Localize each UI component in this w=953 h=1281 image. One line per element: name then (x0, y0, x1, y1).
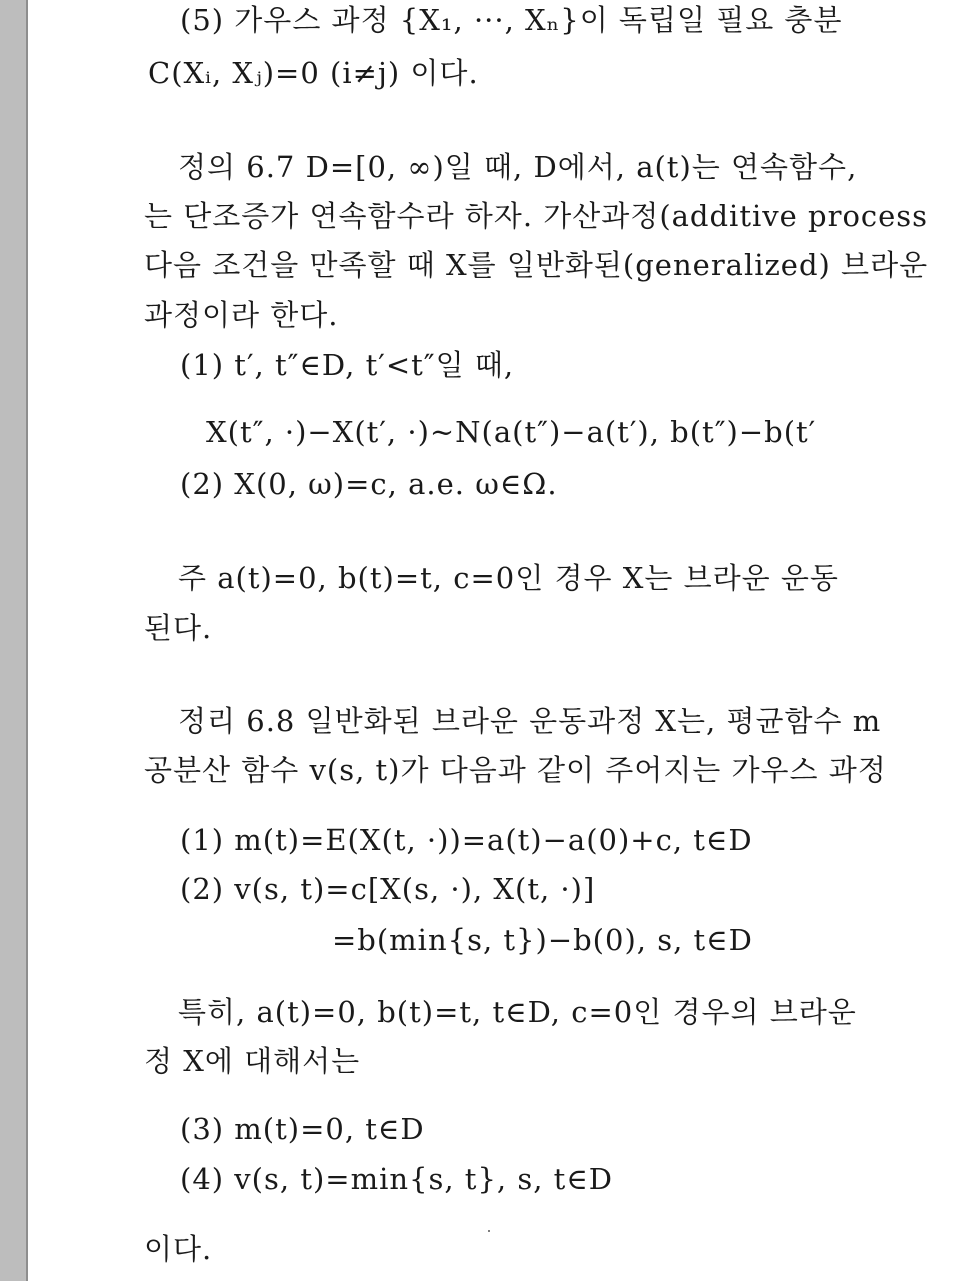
text-line-4: 는 단조증가 연속함수라 하자. 가산과정(additive process (144, 199, 929, 233)
text-line-13: 공분산 함수 v(s, t)가 다음과 같이 주어지는 가우스 과정 (144, 753, 887, 787)
scan-speck (488, 1230, 490, 1232)
theorem-item-1: (1) m(t)=E(X(t, ·))=a(t)−a(0)+c, t∈D (180, 823, 753, 857)
definition-6-7-heading: 정의 6.7 D=[0, ∞)일 때, D에서, a(t)는 연속함수, (178, 150, 858, 184)
scan-left-margin (0, 0, 28, 1281)
text-line-2: C(Xᵢ, Xⱼ)=0 (i≠j) 이다. (148, 56, 479, 90)
text-line-17: 특히, a(t)=0, b(t)=t, t∈D, c=0인 경우의 브라운 (178, 995, 857, 1029)
theorem-item-4: (4) v(s, t)=min{s, t}, s, t∈D (180, 1162, 614, 1196)
remark-line-1: 주 a(t)=0, b(t)=t, c=0인 경우 X는 브라운 운동 (178, 561, 839, 595)
theorem-6-8-heading: 정리 6.8 일반화된 브라운 운동과정 X는, 평균함수 m (178, 704, 882, 738)
text-line-18: 정 X에 대해서는 (144, 1044, 361, 1078)
condition-1: (1) t′, t″∈D, t′<t″일 때, (180, 348, 515, 382)
text-line-5: 다음 조건을 만족할 때 X를 일반화된(generalized) 브라운 (144, 248, 929, 282)
document-page (28, 0, 953, 1281)
text-line-6: 과정이라 한다. (144, 298, 339, 332)
text-line-21: 이다. (144, 1232, 213, 1266)
remark-line-2: 된다. (144, 611, 213, 645)
equation-increment: X(t″, ·)−X(t′, ·)~N(a(t″)−a(t′), b(t″)−b(t′ (206, 415, 817, 449)
theorem-item-3: (3) m(t)=0, t∈D (180, 1112, 425, 1146)
theorem-item-2-cont: =b(min{s, t})−b(0), s, t∈D (332, 923, 753, 957)
text-line-1: (5) 가우스 과정 {X₁, ···, Xₙ}이 독립일 필요 충분 (180, 3, 843, 37)
condition-2: (2) X(0, ω)=c, a.e. ω∈Ω. (180, 467, 558, 501)
theorem-item-2: (2) v(s, t)=c[X(s, ·), X(t, ·)] (180, 872, 596, 906)
